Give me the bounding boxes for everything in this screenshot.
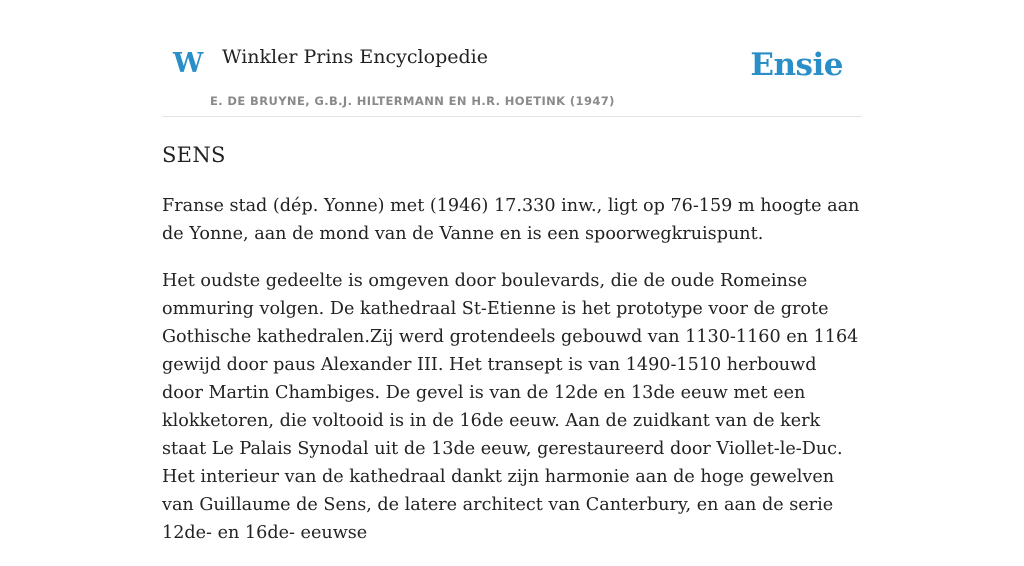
- article-content: [162, 140, 862, 566]
- entry-paragraph: Het oudste gedeelte is omgeven door boulevards, die de oude Romeinse ommuring volgen. De kathedraal St-Etienne is het prototype voor de grote Gothische kathedralen.Zij werd grotendeels gebouwd van 1130-1160 en 1164 gewijd door paus Alexander III. Het transept is van 1490-1510 herbouwd door Martin Chambiges. De gevel is van de 12de en 13de eeuw met een klokketoren, die voltooid is in de 16de eeuw. Aan de zuidkant van de kerk staat Le Palais Synodal uit de 13de eeuw, gerestaureerd door Viollet-le-Duc. Het interieur van de kathedraal dankt zijn harmonie aan de hoge gewelven van Guillaume de Sens, de latere architect van Canterbury, en aan de serie 12de- en 16de- eeuwse: [162, 271, 859, 543]
- site-header: [162, 0, 862, 117]
- winkler-prins-logo[interactable]: W: [173, 48, 204, 79]
- publication-authors: E. DE BRUYNE, G.B.J. HILTERMANN EN H.R. HOETINK (1947): [210, 94, 615, 108]
- entry-title: SENS: [162, 143, 226, 167]
- entry-paragraph: Franse stad (dép. Yonne) met (1946) 17.330 inw., ligt op 76-159 m hoogte aan de Yonne, aan de mond van de Vanne en is een spoorwegkruispunt.: [162, 196, 860, 244]
- publication-title-link[interactable]: Winkler Prins Encyclopedie: [222, 46, 488, 68]
- ensie-brand-logo[interactable]: Ensie: [750, 47, 843, 83]
